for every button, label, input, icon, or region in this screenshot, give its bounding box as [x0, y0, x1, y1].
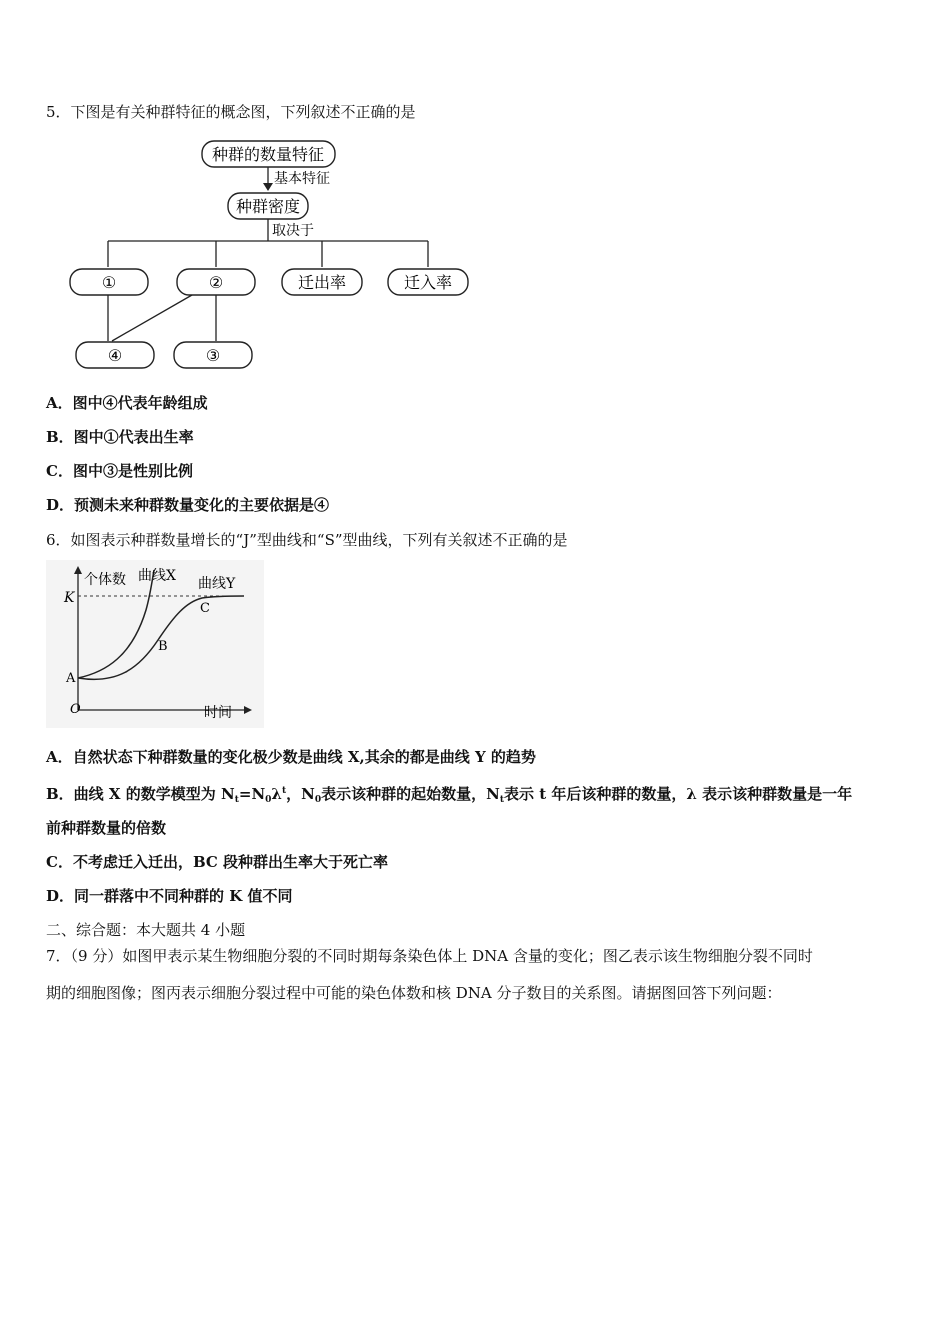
section-2-heading: 二、综合题：本大题共 4 小题 [46, 921, 246, 939]
edge-label-depends: 取决于 [272, 223, 314, 239]
q6-b-sub1: t [234, 795, 239, 805]
node-top-label: 种群的数量特征 [211, 145, 325, 164]
q6-b-sub2: 0 [265, 795, 272, 805]
q6-b-prefix: B．曲线 X 的数学模型为 N [46, 785, 235, 803]
q6-b-p3: λ [271, 785, 282, 803]
q6-b-p4: ，N [286, 785, 315, 803]
k-label: K [64, 590, 75, 606]
q6-stem: 6．如图表示种群数量增长的“J”型曲线和“S”型曲线，下列有关叙述不正确的是 [46, 531, 568, 549]
node-middle-label: 种群密度 [235, 197, 301, 216]
curve-x-label: 曲线X [138, 568, 176, 584]
curve-y-line [78, 596, 244, 679]
q5-concept-diagram [60, 135, 480, 375]
origin-label: O [70, 702, 81, 717]
q6-option-d: D．同一群落中不同种群的 K 值不同 [46, 887, 293, 905]
q5-option-b: B．图中①代表出生率 [46, 428, 194, 446]
q5-stem: 5．下图是有关种群特征的概念图，下列叙述不正确的是 [46, 103, 416, 121]
node-3-label: ③ [205, 346, 221, 365]
point-a-label: A [66, 671, 76, 686]
edge-label-basic: 基本特征 [274, 171, 330, 187]
q5-option-c: C．图中③是性别比例 [46, 462, 193, 480]
node-4-label: ④ [107, 346, 123, 365]
q7-line-2: 期的细胞图像；图丙表示细胞分裂过程中可能的染色体数和核 DNA 分子数目的关系图。请据图回答下列问题： [46, 984, 782, 1002]
curve-y-label: 曲线Y [198, 576, 236, 592]
q6-option-b-cont: 前种群数量的倍数 [46, 819, 167, 837]
y-axis-label: 个体数 [84, 572, 126, 588]
q6-growth-curve-graph [46, 560, 264, 728]
q6-b-p6: 表示 t 年后该种群的数量，λ 表示该种群数量是一年 [504, 785, 853, 803]
q6-b-p5: 表示该种群的起始数量，N [321, 785, 500, 803]
q6-b-p2: =N [238, 785, 266, 803]
node-immigration-label: 迁入率 [403, 273, 453, 292]
q5-option-d: D．预测未来种群数量变化的主要依据是④ [46, 496, 330, 514]
x-axis-label: 时间 [204, 705, 232, 721]
q6-b-sup3: t [281, 786, 287, 796]
q6-b-sub5: t [499, 795, 504, 805]
q7-line-1: 7．（9 分）如图甲表示某生物细胞分裂的不同时期每条染色体上 DNA 含量的变化；图乙表示该生物细胞分裂不同时 [46, 947, 813, 965]
q5-option-a: A．图中④代表年龄组成 [46, 394, 208, 412]
q6-option-a: A．自然状态下种群数量的变化极少数是曲线 X,其余的都是曲线 Y 的趋势 [46, 748, 536, 766]
point-b-label: B [158, 639, 168, 654]
node-1-label: ① [101, 273, 117, 292]
q6-option-b [46, 781, 852, 810]
point-c-label: C [200, 601, 210, 616]
q6-option-c: C．不考虑迁入迁出，BC 段种群出生率大于死亡率 [46, 853, 389, 871]
node-emigration-label: 迁出率 [297, 273, 347, 292]
node-2-label: ② [208, 273, 224, 292]
q6-b-sub4: 0 [314, 795, 322, 805]
